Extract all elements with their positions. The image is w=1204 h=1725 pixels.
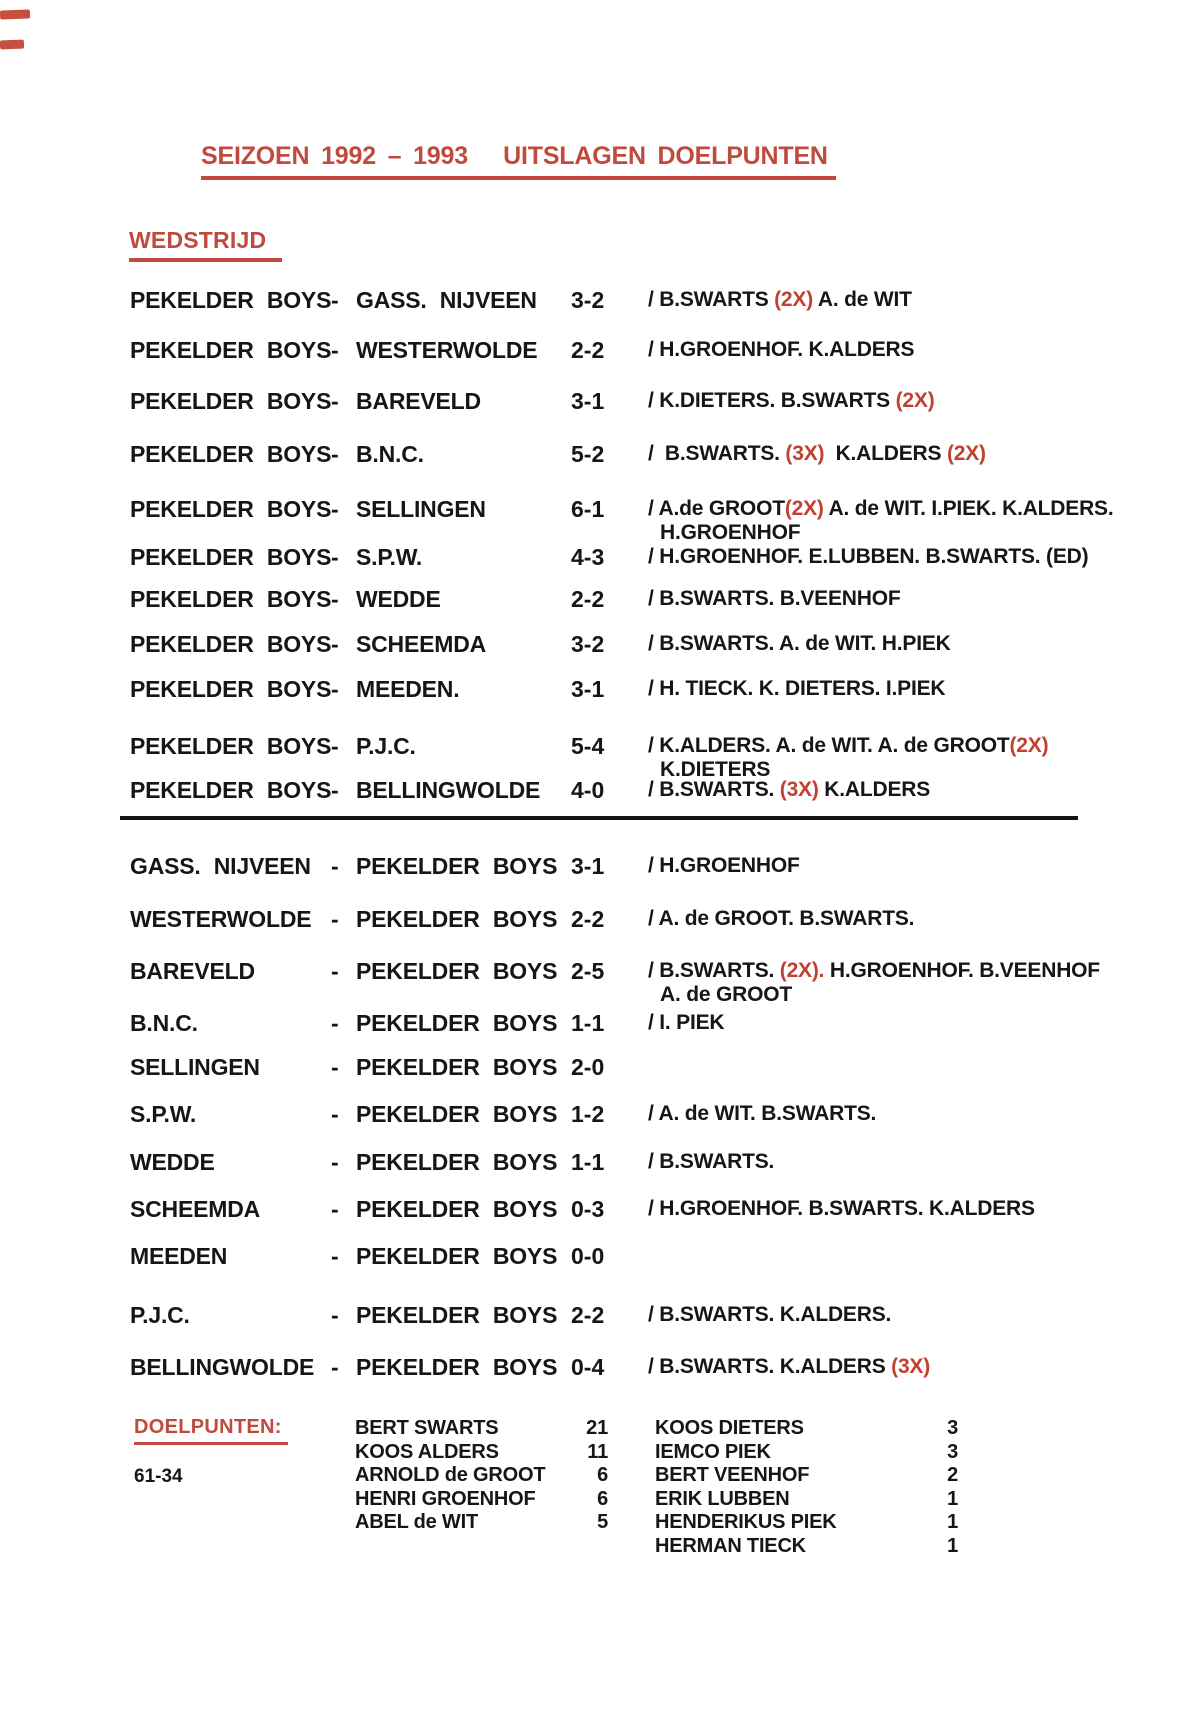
goal-scorers: [648, 1197, 1193, 1221]
separator-dash: -: [331, 1196, 339, 1222]
separator-dash: -: [331, 1101, 339, 1127]
away-team: B.N.C.: [356, 441, 424, 467]
scorer-name: ERIK LUBBEN: [655, 1487, 790, 1510]
match-score: 6-1: [571, 496, 605, 522]
separator-dash: -: [331, 441, 339, 467]
match-score: 0-3: [571, 1196, 605, 1222]
scorer-goal-count: 1: [947, 1487, 958, 1510]
match-score: 1-2: [571, 1101, 605, 1127]
goal-scorers: [648, 734, 1193, 782]
goal-scorers: [648, 778, 1193, 802]
away-team: PEKELDER BOYS: [356, 1054, 558, 1080]
home-team: BAREVELD: [130, 958, 255, 984]
separator-dash: -: [331, 853, 339, 879]
goal-scorers: [648, 854, 1193, 878]
home-team: PEKELDER BOYS: [130, 777, 332, 803]
match-score: 1-1: [571, 1149, 605, 1175]
home-team: PEKELDER BOYS: [130, 287, 332, 313]
scorer-names: / H.GROENHOF. B.SWARTS. K.ALDERS: [648, 1197, 1035, 1220]
scorer-name: HENDERIKUS PIEK: [655, 1511, 837, 1533]
home-team: PEKELDER BOYS: [130, 388, 332, 414]
goal-count-mark: (3X): [785, 442, 825, 465]
separator-dash: -: [331, 1054, 339, 1080]
match-score: 3-2: [571, 287, 605, 313]
away-team: GASS. NIJVEEN: [356, 287, 537, 313]
goal-scorers: [648, 1150, 1193, 1174]
away-team: WEDDE: [356, 586, 441, 612]
goal-scorers: [648, 907, 1193, 931]
home-team: WEDDE: [130, 1149, 215, 1175]
scorer-names: / B.SWARTS. A. de WIT. H.PIEK: [648, 632, 951, 655]
scorer-names: / A. de WIT. B.SWARTS.: [648, 1102, 877, 1125]
scorer-names: K.ALDERS: [818, 778, 931, 801]
match-score: 2-2: [571, 337, 605, 363]
goal-count-mark: (3X): [779, 778, 819, 801]
home-team: WESTERWOLDE: [130, 906, 312, 932]
goal-scorers: [648, 545, 1193, 569]
scorer-goal-count: 1: [947, 1511, 958, 1533]
goal-scorers: [648, 632, 1193, 656]
page-title: SEIZOEN 1992 – 1993 UITSLAGEN DOELPUNTEN: [201, 142, 836, 180]
goal-count-mark: (2X): [774, 288, 814, 311]
scorer-names: / B.SWARTS.: [648, 778, 780, 801]
goal-scorers: [648, 497, 1193, 545]
separator-dash: -: [331, 388, 339, 414]
goal-count-mark: (2X): [946, 442, 986, 465]
scorer-goal-count: 11: [587, 1440, 608, 1463]
section-divider: [120, 816, 1078, 820]
match-row: [0, 441, 1204, 503]
match-score: 2-2: [571, 1302, 605, 1328]
goals-total: 61-34: [134, 1466, 183, 1487]
separator-dash: -: [331, 1243, 339, 1269]
goal-scorers: [648, 1102, 1193, 1126]
away-team: PEKELDER BOYS: [356, 1354, 558, 1380]
home-team: PEKELDER BOYS: [130, 631, 332, 657]
match-row: [0, 1354, 1204, 1416]
goal-scorers-continued: A. de GROOT: [660, 983, 792, 1006]
goal-scorers: [648, 288, 1193, 312]
scorer-name: KOOS DIETERS: [655, 1417, 804, 1439]
scorer-name: HENRI GROENHOF: [355, 1487, 536, 1510]
away-team: SCHEEMDA: [356, 631, 487, 657]
match-row: [0, 777, 1204, 839]
separator-dash: -: [331, 1149, 339, 1175]
scorer-names: / B.SWARTS.: [648, 1150, 775, 1173]
scorer-names: H.GROENHOF. B.VEENHOF: [824, 959, 1100, 982]
match-score: 1-1: [571, 1010, 605, 1036]
scorer-names: / B.SWARTS. K.ALDERS.: [648, 1303, 892, 1326]
away-team: PEKELDER BOYS: [356, 1149, 558, 1175]
scorer-names: / I. PIEK: [648, 1011, 725, 1034]
scorer-name: KOOS ALDERS: [355, 1440, 499, 1463]
scorer-names: / B.SWARTS.: [648, 959, 780, 982]
away-team: PEKELDER BOYS: [356, 853, 558, 879]
away-team: BELLINGWOLDE: [356, 777, 541, 803]
goal-count-mark: (3X): [891, 1355, 931, 1378]
separator-dash: -: [331, 1354, 339, 1380]
goal-scorers: [648, 1303, 1193, 1327]
separator-dash: -: [331, 631, 339, 657]
home-team: PEKELDER BOYS: [130, 586, 332, 612]
match-score: 3-1: [571, 853, 605, 879]
home-team: SELLINGEN: [130, 1054, 260, 1080]
goal-scorers: [648, 1355, 1193, 1379]
separator-dash: -: [331, 1302, 339, 1328]
scorer-names: K.ALDERS: [824, 442, 947, 465]
goal-scorers: [648, 1011, 1193, 1035]
scorer-names: / A. de GROOT. B.SWARTS.: [648, 907, 915, 930]
scorer-names: / B.SWARTS: [648, 288, 775, 311]
home-team: PEKELDER BOYS: [130, 441, 332, 467]
scorer-goal-count: 3: [947, 1440, 958, 1463]
scorer-goal-count: 6: [597, 1487, 608, 1510]
home-team: PEKELDER BOYS: [130, 337, 332, 363]
goal-scorers: [648, 587, 1193, 611]
scorer-names: / K.DIETERS. B.SWARTS: [648, 389, 896, 412]
scorer-names: A. de WIT. I.PIEK. K.ALDERS.: [823, 497, 1114, 520]
separator-dash: -: [331, 287, 339, 313]
match-score: 4-3: [571, 544, 605, 570]
scorer-names: / H.GROENHOF: [648, 854, 800, 877]
home-team: P.J.C.: [130, 1302, 190, 1328]
separator-dash: -: [331, 958, 339, 984]
away-team: P.J.C.: [356, 733, 416, 759]
home-team: S.P.W.: [130, 1101, 197, 1127]
away-team: WESTERWOLDE: [356, 337, 538, 363]
scorer-names: / B.SWARTS. K.ALDERS: [648, 1355, 892, 1378]
away-team: PEKELDER BOYS: [356, 1196, 558, 1222]
red-margin-mark: [0, 9, 30, 19]
goal-scorers: [648, 338, 1193, 362]
scorer-name: ARNOLD de GROOT: [355, 1464, 546, 1486]
separator-dash: -: [331, 586, 339, 612]
scorer-goal-count: 1: [947, 1534, 958, 1557]
goal-scorers-continued: H.GROENHOF: [660, 521, 801, 544]
away-team: PEKELDER BOYS: [356, 1243, 558, 1269]
match-score: 2-5: [571, 958, 605, 984]
home-team: PEKELDER BOYS: [130, 676, 332, 702]
away-team: PEKELDER BOYS: [356, 958, 558, 984]
away-team: PEKELDER BOYS: [356, 906, 558, 932]
goal-count-mark: (2X).: [779, 959, 825, 982]
separator-dash: -: [331, 733, 339, 759]
goal-count-mark: (2X): [1009, 734, 1049, 757]
scorer-name: HERMAN TIECK: [655, 1534, 806, 1557]
away-team: SELLINGEN: [356, 496, 486, 522]
scorer-name: BERT VEENHOF: [655, 1464, 810, 1486]
wedstrijd-heading: WEDSTRIJD: [129, 227, 282, 262]
separator-dash: -: [331, 676, 339, 702]
scorer-names: / B.SWARTS. B.VEENHOF: [648, 587, 901, 610]
match-score: 0-0: [571, 1243, 605, 1269]
away-team: S.P.W.: [356, 544, 423, 570]
match-score: 0-4: [571, 1354, 605, 1380]
separator-dash: -: [331, 544, 339, 570]
separator-dash: -: [331, 337, 339, 363]
goal-count-mark: (2X): [784, 497, 824, 520]
home-team: B.N.C.: [130, 1010, 198, 1036]
match-score: 3-1: [571, 388, 605, 414]
match-score: 2-2: [571, 586, 605, 612]
separator-dash: -: [331, 496, 339, 522]
red-margin-mark: [0, 40, 24, 50]
home-team: PEKELDER BOYS: [130, 496, 332, 522]
separator-dash: -: [331, 906, 339, 932]
match-score: 2-2: [571, 906, 605, 932]
goal-scorers: [648, 389, 1193, 413]
away-team: MEEDEN.: [356, 676, 460, 702]
away-team: PEKELDER BOYS: [356, 1010, 558, 1036]
scorer-name: ABEL de WIT: [355, 1511, 478, 1533]
home-team: SCHEEMDA: [130, 1196, 261, 1222]
match-score: 4-0: [571, 777, 605, 803]
match-score: 5-4: [571, 733, 605, 759]
scorer-names: / H.GROENHOF. E.LUBBEN. B.SWARTS. (ED): [648, 545, 1089, 568]
goal-scorers: [648, 959, 1193, 1007]
home-team: PEKELDER BOYS: [130, 733, 332, 759]
scorer-goal-count: 5: [597, 1511, 608, 1533]
goal-count-mark: (2X): [895, 389, 935, 412]
scorer-goal-count: 3: [947, 1417, 958, 1439]
separator-dash: -: [331, 777, 339, 803]
away-team: BAREVELD: [356, 388, 481, 414]
scorer-names: A. de WIT: [813, 288, 912, 311]
scorer-name: IEMCO PIEK: [655, 1440, 771, 1463]
match-row: [0, 1243, 1204, 1305]
home-team: PEKELDER BOYS: [130, 544, 332, 570]
scorer-names: / A.de GROOT: [648, 497, 785, 520]
doelpunten-heading: DOELPUNTEN:: [134, 1416, 288, 1445]
home-team: MEEDEN: [130, 1243, 228, 1269]
scorer-goal-count: 2: [947, 1464, 958, 1486]
separator-dash: -: [331, 1010, 339, 1036]
scorer-goal-count: 21: [586, 1417, 608, 1439]
goal-scorers-continued: K.DIETERS: [660, 758, 771, 781]
away-team: PEKELDER BOYS: [356, 1101, 558, 1127]
match-score: 2-0: [571, 1054, 605, 1080]
match-score: 3-1: [571, 676, 605, 702]
goal-scorers: [648, 677, 1193, 701]
away-team: PEKELDER BOYS: [356, 1302, 558, 1328]
home-team: BELLINGWOLDE: [130, 1354, 315, 1380]
match-score: 5-2: [571, 441, 605, 467]
home-team: GASS. NIJVEEN: [130, 853, 311, 879]
match-score: 3-2: [571, 631, 605, 657]
goal-scorers: [648, 442, 1193, 466]
match-row: [0, 676, 1204, 738]
scorer-names: / K.ALDERS. A. de WIT. A. de GROOT: [648, 734, 1010, 757]
scorer-names: / B.SWARTS.: [648, 442, 786, 465]
scorer-goal-count: 6: [597, 1464, 608, 1486]
scorer-names: / H.GROENHOF. K.ALDERS: [648, 338, 915, 361]
scorer-names: / H. TIECK. K. DIETERS. I.PIEK: [648, 677, 946, 700]
scorer-name: BERT SWARTS: [355, 1417, 499, 1439]
